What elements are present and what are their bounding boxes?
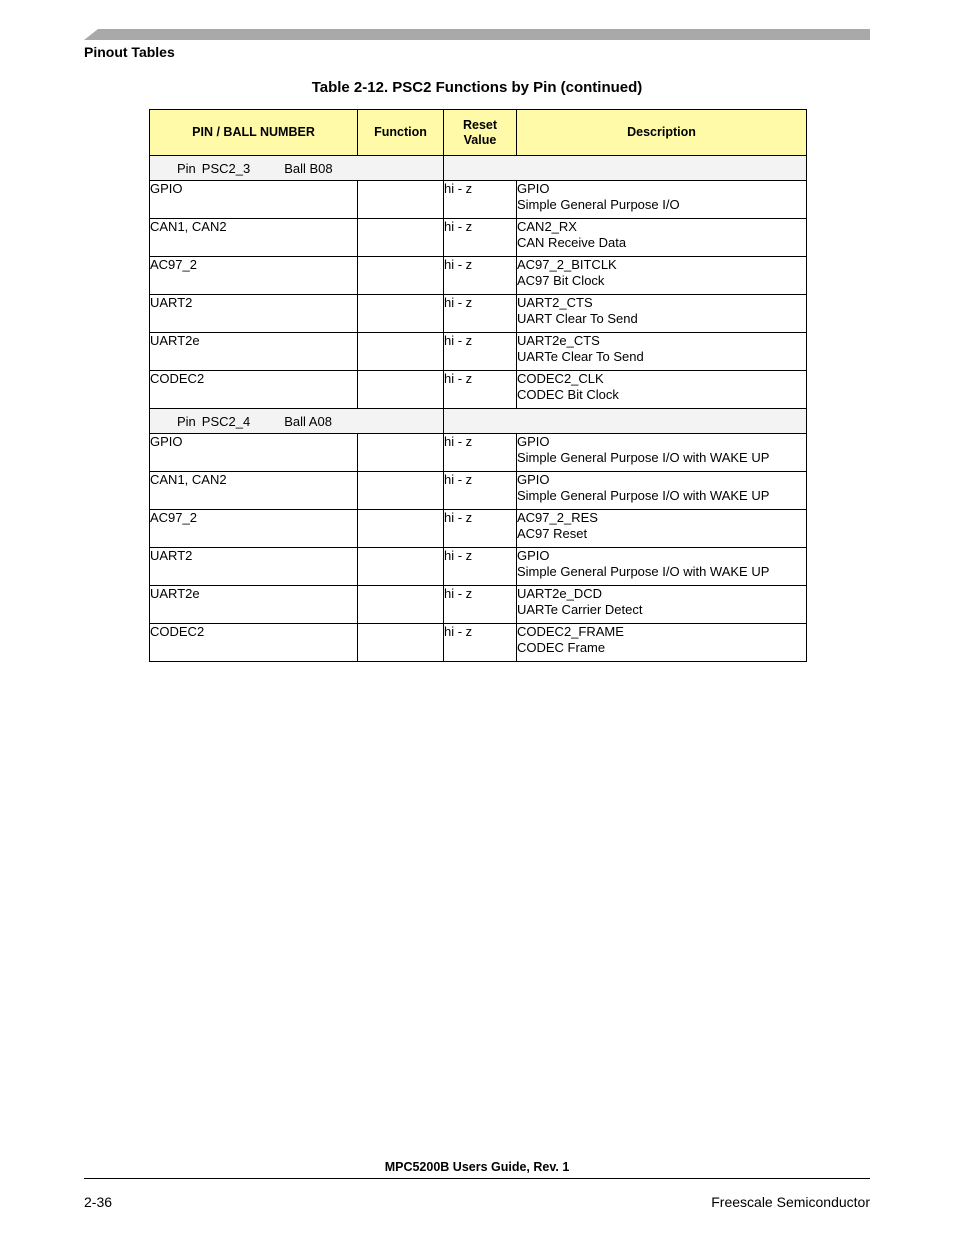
- table-row: [150, 219, 807, 257]
- pin-group-label-cell: [150, 156, 444, 181]
- pin-cell: CODEC2: [150, 371, 358, 409]
- column-header-reset-value: [444, 110, 517, 156]
- table-row: [150, 371, 807, 409]
- pin-cell: UART2: [150, 295, 358, 333]
- pin-group-empty-cell: [444, 156, 807, 181]
- pin-cell: AC97_2: [150, 257, 358, 295]
- table-row: [150, 434, 807, 472]
- table-row: [150, 586, 807, 624]
- reset-value-cell: hi - z: [444, 586, 517, 624]
- signal-name: UART2e_DCD: [517, 586, 603, 601]
- column-header-reset-value-label: Reset Value: [462, 117, 498, 147]
- ball-number: Ball B08: [284, 160, 333, 176]
- table-row: [150, 295, 807, 333]
- pin-name: PSC2_3: [201, 160, 251, 176]
- signal-name: AC97_2_RES: [517, 510, 598, 525]
- signal-name: CODEC2_FRAME: [517, 624, 624, 639]
- function-cell: [358, 434, 444, 472]
- pin-group-empty-cell: [444, 409, 807, 434]
- pin-group-label: [150, 414, 332, 429]
- footer-divider: [84, 1178, 870, 1179]
- pin-cell: CAN1, CAN2: [150, 219, 358, 257]
- page-number: 2-36: [84, 1194, 113, 1210]
- table-row: [150, 624, 807, 662]
- signal-name: AC97_2_BITCLK: [517, 257, 617, 272]
- description-cell: [517, 181, 807, 219]
- signal-name: CAN2_RX: [517, 219, 577, 234]
- pin-cell: CAN1, CAN2: [150, 472, 358, 510]
- reset-value-cell: hi - z: [444, 295, 517, 333]
- reset-value-cell: hi - z: [444, 181, 517, 219]
- pin-group-row: [150, 409, 807, 434]
- signal-name: GPIO: [517, 472, 550, 487]
- pin-group-label: [150, 161, 333, 176]
- table-row: [150, 181, 807, 219]
- function-cell: [358, 624, 444, 662]
- table-row: [150, 510, 807, 548]
- table-row: [150, 333, 807, 371]
- signal-description: CODEC Bit Clock: [517, 387, 619, 402]
- header-decorative-bar: [84, 29, 870, 40]
- signal-description: AC97 Reset: [517, 526, 588, 541]
- description-cell: [517, 472, 807, 510]
- description-cell: [517, 371, 807, 409]
- reset-value-cell: hi - z: [444, 333, 517, 371]
- pin-cell: UART2e: [150, 333, 358, 371]
- function-cell: [358, 472, 444, 510]
- description-cell: [517, 257, 807, 295]
- pin-group-row: [150, 156, 807, 181]
- function-cell: [358, 219, 444, 257]
- function-cell: [358, 181, 444, 219]
- reset-value-cell: hi - z: [444, 624, 517, 662]
- pin-cell: GPIO: [150, 181, 358, 219]
- signal-name: UART2_CTS: [517, 295, 593, 310]
- function-cell: [358, 510, 444, 548]
- signal-name: UART2e_CTS: [517, 333, 600, 348]
- signal-description: CAN Receive Data: [517, 235, 627, 250]
- ball-number: Ball A08: [284, 413, 332, 429]
- reset-value-cell: hi - z: [444, 472, 517, 510]
- signal-description: Simple General Purpose I/O with WAKE UP: [517, 488, 770, 503]
- reset-value-cell: hi - z: [444, 510, 517, 548]
- table-row: [150, 548, 807, 586]
- signal-description: AC97 Bit Clock: [517, 273, 605, 288]
- reset-value-cell: hi - z: [444, 257, 517, 295]
- column-header-description: Description: [517, 110, 807, 156]
- pin-name: PSC2_4: [201, 413, 251, 429]
- description-cell: [517, 624, 807, 662]
- column-header-function: Function: [358, 110, 444, 156]
- signal-name: GPIO: [517, 181, 550, 196]
- description-cell: [517, 510, 807, 548]
- function-cell: [358, 586, 444, 624]
- table-row: [150, 472, 807, 510]
- signal-description: Simple General Purpose I/O with WAKE UP: [517, 450, 770, 465]
- section-header: Pinout Tables: [84, 44, 175, 60]
- description-cell: [517, 295, 807, 333]
- pin-cell: GPIO: [150, 434, 358, 472]
- pin-group-label-cell: [150, 409, 444, 434]
- reset-value-cell: hi - z: [444, 219, 517, 257]
- pin-cell: UART2: [150, 548, 358, 586]
- pin-prefix: Pin: [177, 413, 196, 429]
- column-header-pin-ball: PIN / BALL NUMBER: [150, 110, 358, 156]
- description-cell: [517, 586, 807, 624]
- table-header-row: [150, 110, 807, 156]
- signal-description: CODEC Frame: [517, 640, 606, 655]
- signal-name: GPIO: [517, 548, 550, 563]
- signal-description: Simple General Purpose I/O: [517, 197, 680, 212]
- reset-value-cell: hi - z: [444, 548, 517, 586]
- function-cell: [358, 257, 444, 295]
- function-cell: [358, 333, 444, 371]
- function-cell: [358, 548, 444, 586]
- signal-description: UARTe Clear To Send: [517, 349, 644, 364]
- table-body: [150, 156, 807, 662]
- description-cell: [517, 548, 807, 586]
- table-row: [150, 257, 807, 295]
- description-cell: [517, 219, 807, 257]
- reset-value-cell: hi - z: [444, 434, 517, 472]
- reset-value-cell: hi - z: [444, 371, 517, 409]
- footer-doc-title: MPC5200B Users Guide, Rev. 1: [384, 1160, 570, 1174]
- signal-name: CODEC2_CLK: [517, 371, 604, 386]
- description-cell: [517, 333, 807, 371]
- pin-prefix: Pin: [177, 160, 196, 176]
- description-cell: [517, 434, 807, 472]
- table-title: Table 2-12. PSC2 Functions by Pin (continued): [311, 79, 643, 96]
- pin-cell: UART2e: [150, 586, 358, 624]
- pin-cell: CODEC2: [150, 624, 358, 662]
- psc2-functions-table: [149, 109, 807, 662]
- signal-description: UART Clear To Send: [517, 311, 638, 326]
- pin-cell: AC97_2: [150, 510, 358, 548]
- signal-name: GPIO: [517, 434, 550, 449]
- signal-description: UARTe Carrier Detect: [517, 602, 643, 617]
- signal-description: Simple General Purpose I/O with WAKE UP: [517, 564, 770, 579]
- function-cell: [358, 371, 444, 409]
- company-name: Freescale Semiconductor: [711, 1194, 870, 1210]
- function-cell: [358, 295, 444, 333]
